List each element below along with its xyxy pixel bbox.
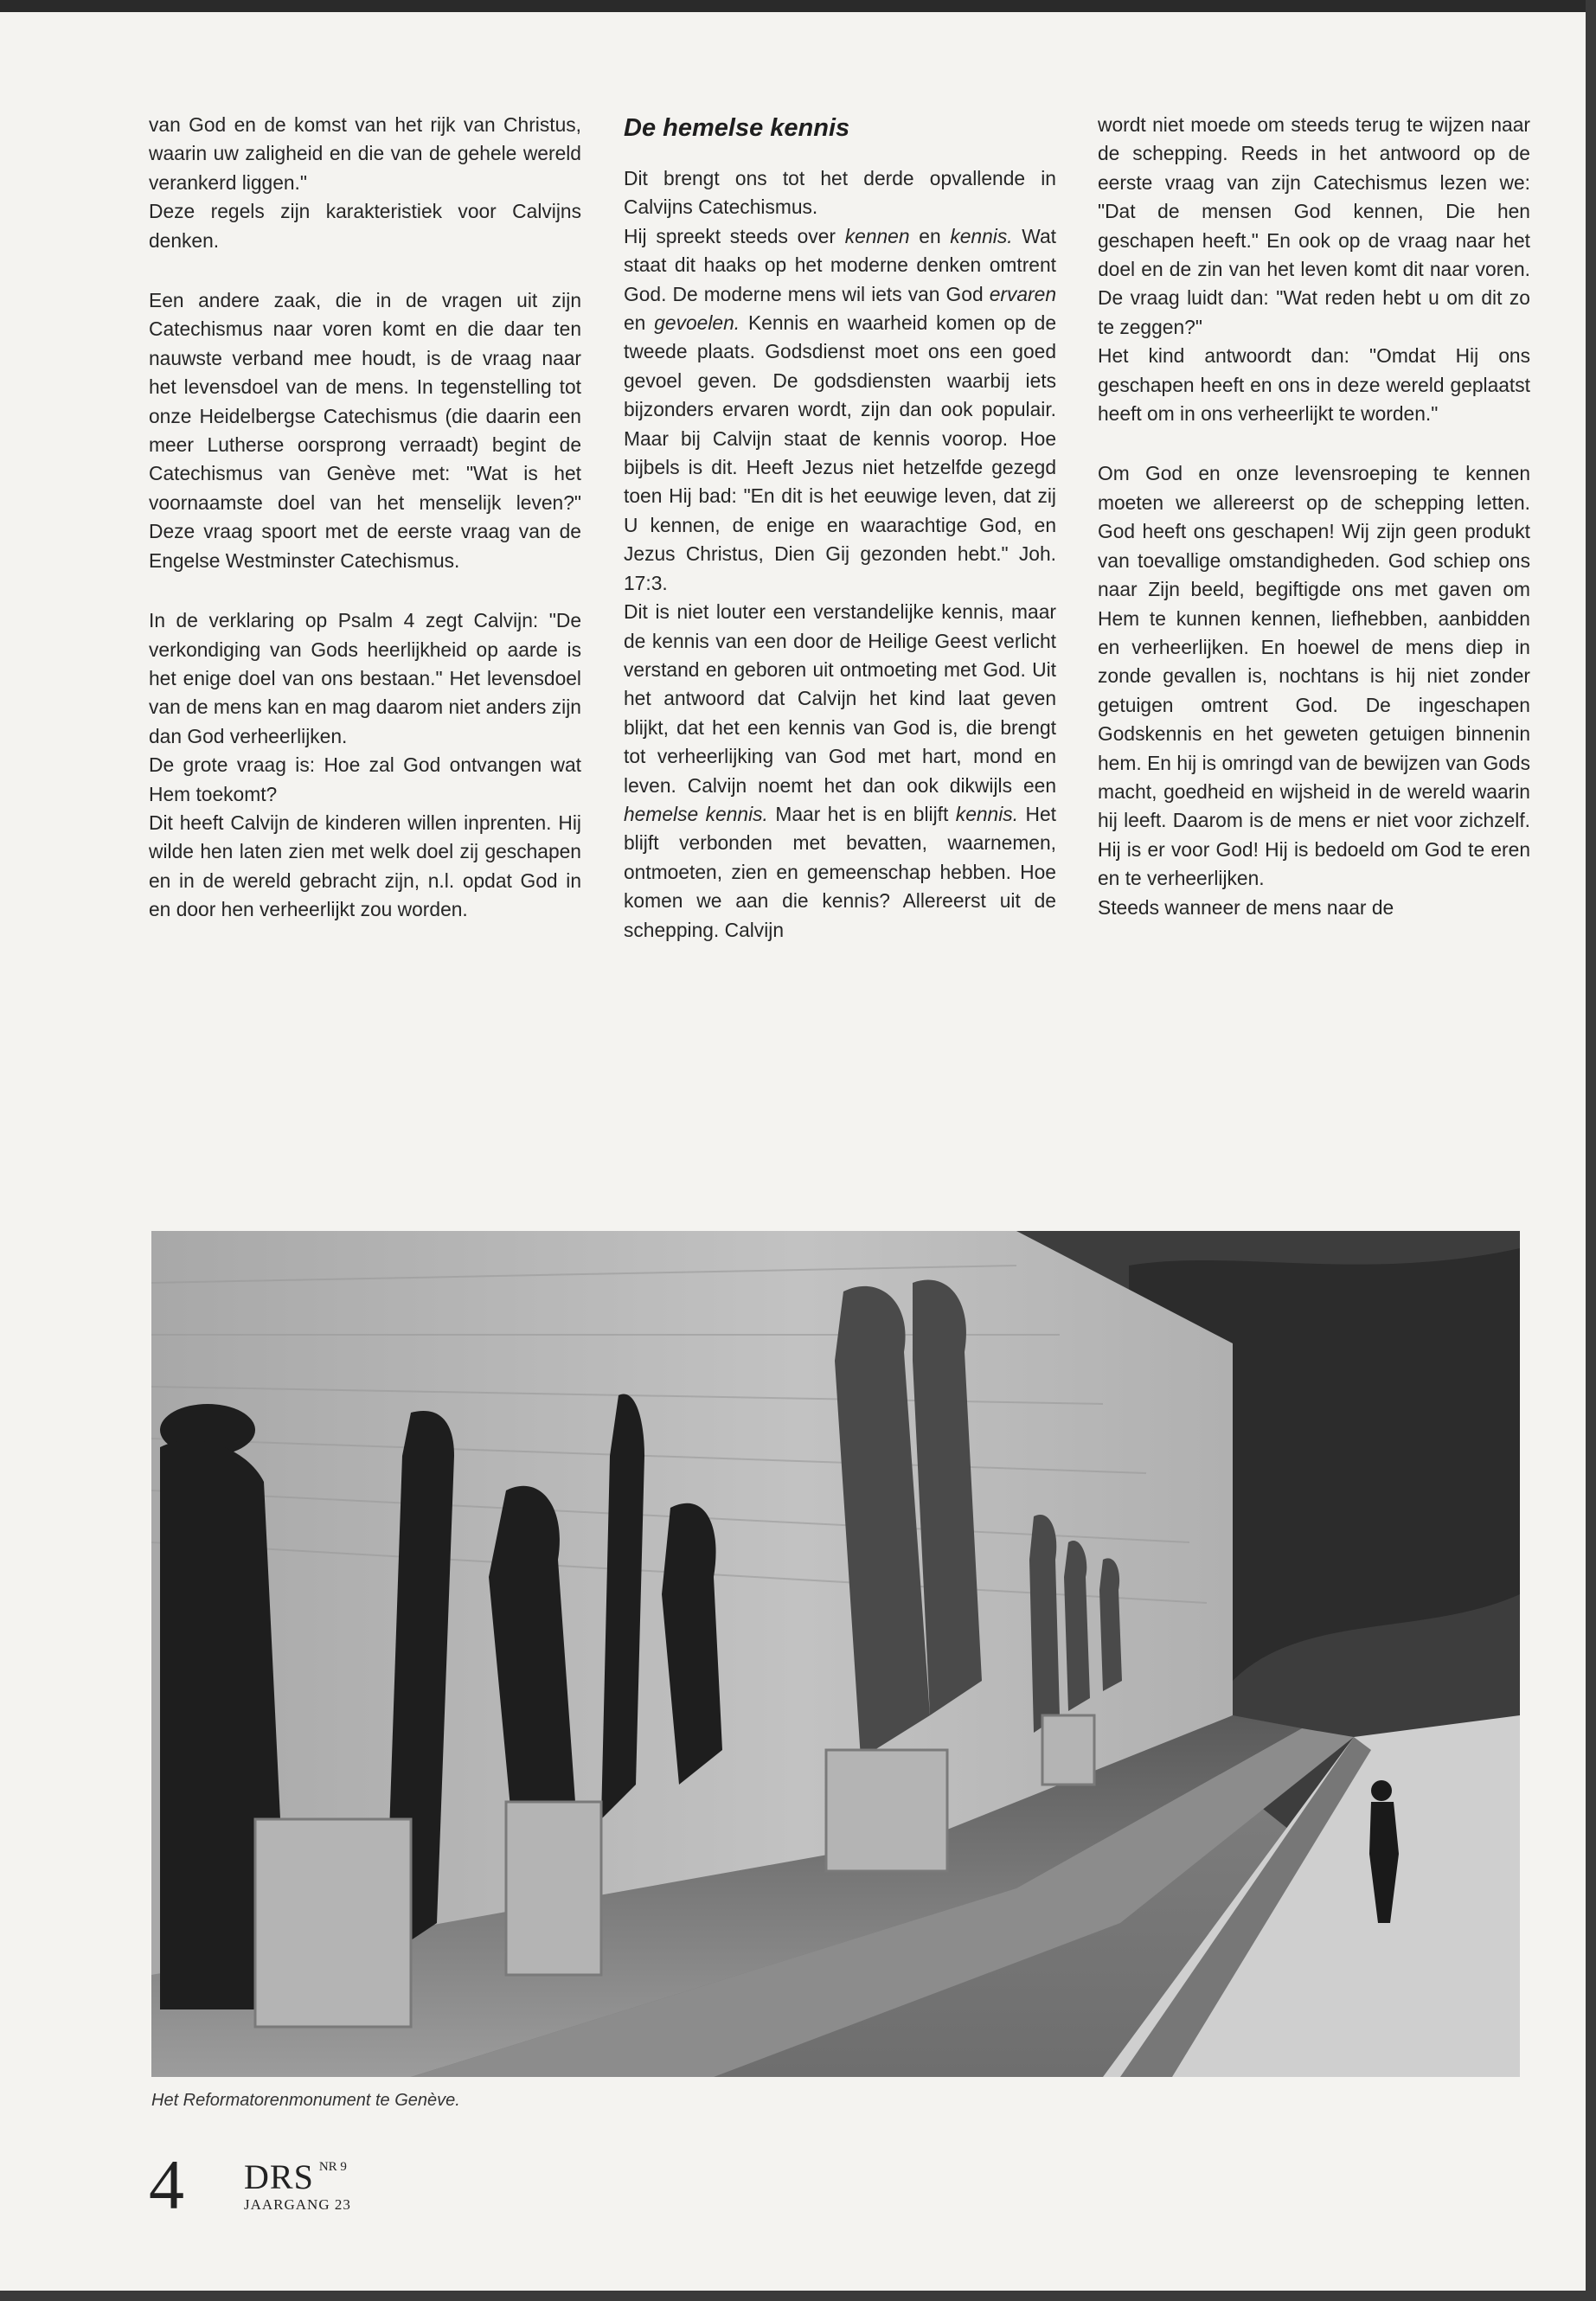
volume-label: JAARGANG 23 <box>244 2196 351 2213</box>
paragraph: Steeds wanneer de mens naar de <box>1098 895 1394 919</box>
paragraph: Een andere zaak, die in de vragen uit zijn Catechismus naar voren komt en die daar ten nauwste verband mee houdt, is de vraag naar het levensdoel van de mens. In tegenstelling tot onze Heidelbergse Catechismus (die daarin een meer Lutherse oorsprong verraadt) begint de Catechismus van Genève met: "Wat is het voornaamste doel van het menselijk leven?" Deze vraag spoort met de eerste vraag van de Engelse Westminster Catechismus. <box>149 289 581 572</box>
text-column-2 <box>624 111 1056 945</box>
paragraph: Hij spreekt steeds over kennen en kennis. Wat staat dit haaks op het moderne denken omtrent God. De moderne mens wil iets van God ervaren en gevoelen. Kennis en waarheid komen op de tweede plaats. Godsdienst moet ons een goed gevoel geven. De godsdiensten waarbij iets bijzonders ervaren wordt, zijn dan ook populair. Maar bij Calvijn staat de kennis voorop. Hoe bijbels is dit. Heeft Jezus niet hetzelfde gezegd toen Hij bad: "En dit is het eeuwige leven, dat zij U kennen, de enige en waarachtige God, en Jezus Christus, Dien Gij gezonden hebt." Joh. 17:3. <box>624 224 1056 594</box>
paragraph: De grote vraag is: Hoe zal God ontvangen wat Hem toekomt? <box>149 753 581 805</box>
issue-number: NR 9 <box>318 2160 347 2174</box>
page-number: 4 <box>149 2145 184 2224</box>
magazine-masthead <box>244 2157 351 2214</box>
paragraph: In de verklaring op Psalm 4 zegt Calvijn: "De verkondiging van Gods heerlijkheid op aarde is het enige doel van ons bestaan." Het levensdoel van de mens kan en mag daarom niet anders zijn dan God verheerlijken. <box>149 609 581 747</box>
photo-caption: Het Reformatorenmonument te Genève. <box>151 2091 460 2110</box>
paragraph: Dit is niet louter een verstandelijke kennis, maar de kennis van een door de Heilige Geest verlicht verstand en geboren uit ontmoeting met God. Uit het antwoord dat Calvijn het kind laat geven blijkt, dat het een kennis van God is, die brengt tot verheerlijking van God met hart, mond en leven. Calvijn noemt het dan ook dikwijls een hemelse kennis. Maar het is en blijft kennis. Het blijft verbonden met bevatten, waarnemen, ontmoeten, zien en gemeenschap hebben. Hoe komen we aan die kennis? Allereerst uit de schepping. Calvijn <box>624 600 1056 941</box>
paragraph: van God en de komst van het rijk van Christus, waarin uw zaligheid en die van de gehele wereld verankerd liggen." <box>149 113 581 194</box>
reformation-monument-photo <box>151 1231 1520 2077</box>
monument-illustration <box>151 1231 1520 2077</box>
paragraph: wordt niet moede om steeds terug te wijzen naar de schepping. Reeds in het antwoord op de eerste vraag van zijn Catechismus lezen we: "Dat de mensen God kennen, Die hen geschapen heeft." En ook op de vraag naar het doel en de zin van het leven komt dit naar voren. De vraag luidt dan: "Wat reden hebt u om dit zo te zeggen?" <box>1098 113 1530 338</box>
text-column-1 <box>149 111 581 925</box>
text-column-3 <box>1098 111 1530 922</box>
paragraph: Om God en onze levensroeping te kennen moeten we allereerst op de schepping letten. God heeft ons geschapen! Wij zijn geen produkt van toevallige omstandigheden. God schiep ons naar Zijn beeld, begiftigde ons met gaven om Hem te kunnen kennen, liefhebben, aanbidden en verheerlijken. En hoewel de mens diep in zonde gevallen is, nochtans is hij niet zonder getuigen omtrent God. De ingeschapen Godskennis en het geweten getuigen binnenin hem. En hij is omringd van de bewijzen van Gods macht, goedheid en wijsheid in de wereld waarin hij leeft. Daarom is de mens er niet voor zichzelf. Hij is er voor God! Hij is bedoeld om God te eren en te verheerlijken. <box>1098 462 1530 890</box>
page-edge-bottom <box>0 2291 1596 2301</box>
paragraph: Dit brengt ons tot het derde opvallende in Calvijns Catechismus. <box>624 167 1056 219</box>
page-edge-top <box>0 0 1596 12</box>
paragraph: Dit heeft Calvijn de kinderen willen inprenten. Hij wilde hen laten zien met welk doel zij geschapen en in de wereld gebracht zijn, n.l. opdat God in en door hen verheerlijkt zou worden. <box>149 811 581 921</box>
paragraph: Deze regels zijn karakteristiek voor Calvijns denken. <box>149 200 581 252</box>
magazine-title: DRS <box>244 2157 314 2196</box>
paragraph: Het kind antwoordt dan: "Omdat Hij ons geschapen heeft en ons in deze wereld geplaatst heeft om in ons verheerlijkt te worden." <box>1098 344 1530 426</box>
page-edge-right <box>1586 0 1596 2301</box>
section-heading: De hemelse kennis <box>624 114 850 142</box>
